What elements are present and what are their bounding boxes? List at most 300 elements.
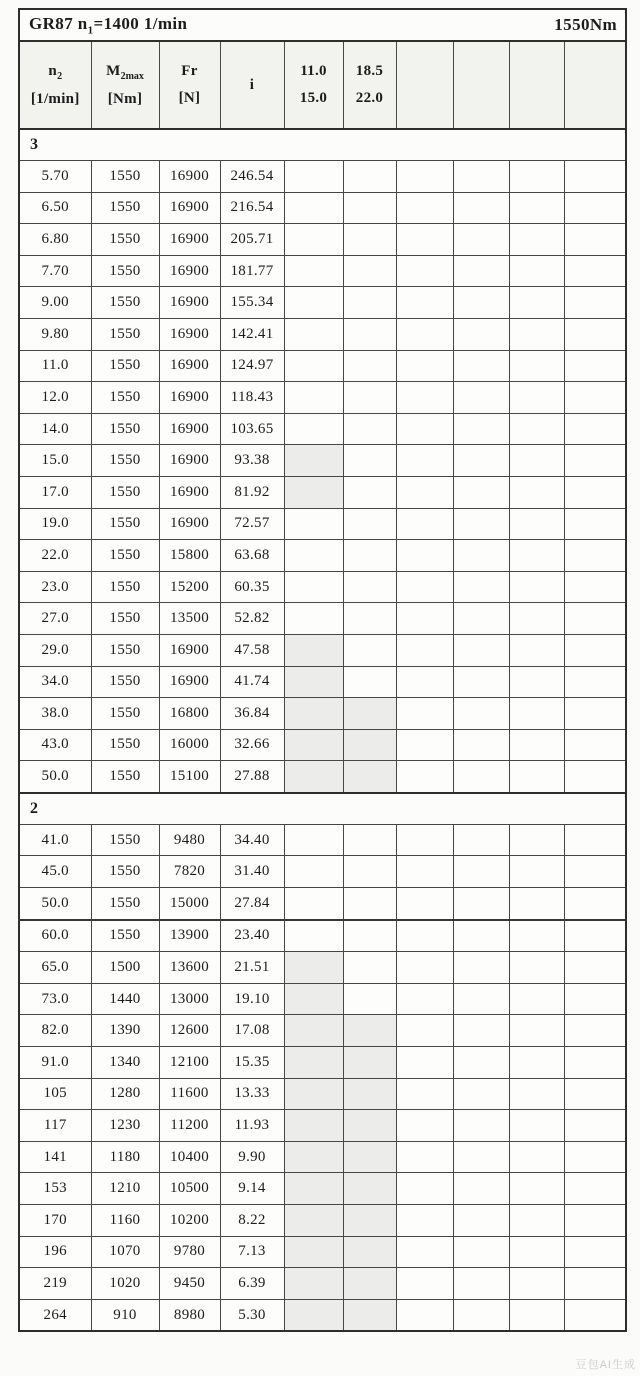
power-cell (509, 888, 564, 920)
table-row (19, 224, 626, 256)
n2-cell: 11.0 (19, 350, 91, 382)
power-cell (509, 571, 564, 603)
power-cell (343, 1078, 396, 1110)
table-row (19, 1015, 626, 1047)
power-cell (396, 952, 453, 984)
power-cell (453, 1299, 509, 1331)
table-row (19, 666, 626, 698)
power-cell (453, 1173, 509, 1205)
section-label: 2 (19, 793, 626, 825)
power-cell (284, 350, 343, 382)
table-row (19, 350, 626, 382)
power-cell (564, 1236, 626, 1268)
power-cell (453, 1078, 509, 1110)
power-cell (564, 382, 626, 414)
m2max-cell: 1550 (91, 603, 159, 635)
power-cell (564, 224, 626, 256)
n2-cell: 6.80 (19, 224, 91, 256)
power-cell (509, 161, 564, 193)
power-cell (343, 1110, 396, 1142)
section-header-row (19, 129, 626, 161)
section-header-row (19, 793, 626, 825)
power-cell (284, 761, 343, 793)
power-cell (453, 983, 509, 1015)
power-cell (396, 1236, 453, 1268)
fr-cell: 16900 (159, 255, 220, 287)
power-cell (396, 1268, 453, 1300)
table-row (19, 698, 626, 730)
power-cell (343, 192, 396, 224)
power-cell (564, 255, 626, 287)
fr-cell: 16800 (159, 698, 220, 730)
n2-cell: 60.0 (19, 920, 91, 952)
m2max-cell: 1550 (91, 318, 159, 350)
power-cell (453, 920, 509, 952)
n2-cell: 73.0 (19, 983, 91, 1015)
col-header-n2: $n_2$ [1/min] (19, 41, 91, 129)
page-title: GR87 $n_1=1400$ 1/min (29, 13, 188, 37)
power-cell (396, 761, 453, 793)
power-cell (509, 192, 564, 224)
n2-cell: 141 (19, 1141, 91, 1173)
ratio-cell: 36.84 (220, 698, 284, 730)
power-cell (453, 287, 509, 319)
power-cell (509, 634, 564, 666)
power-cell (453, 824, 509, 856)
table-row (19, 761, 626, 793)
power-cell (509, 1078, 564, 1110)
power-cell (343, 255, 396, 287)
n2-cell: 170 (19, 1205, 91, 1237)
ratio-cell: 181.77 (220, 255, 284, 287)
power-cell (284, 603, 343, 635)
fr-cell: 9780 (159, 1236, 220, 1268)
ratio-cell: 27.84 (220, 888, 284, 920)
ratio-cell: 246.54 (220, 161, 284, 193)
power-cell (509, 1205, 564, 1237)
table-row (19, 318, 626, 350)
table-row (19, 920, 626, 952)
power-cell (343, 350, 396, 382)
n2-cell: 117 (19, 1110, 91, 1142)
n2-cell: 50.0 (19, 888, 91, 920)
power-cell (284, 445, 343, 477)
m2max-cell: 1020 (91, 1268, 159, 1300)
fr-cell: 11200 (159, 1110, 220, 1142)
power-cell (564, 698, 626, 730)
fr-cell: 10500 (159, 1173, 220, 1205)
col-header-fr: Fr [N] (159, 41, 220, 129)
power-cell (396, 856, 453, 888)
power-cell (396, 382, 453, 414)
m2max-cell: 1550 (91, 161, 159, 193)
power-cell (343, 603, 396, 635)
power-cell (343, 888, 396, 920)
fr-cell: 16900 (159, 287, 220, 319)
power-cell (284, 952, 343, 984)
power-cell (284, 508, 343, 540)
m2max-cell: 1210 (91, 1173, 159, 1205)
fr-cell: 16900 (159, 634, 220, 666)
power-cell (453, 255, 509, 287)
power-cell (453, 603, 509, 635)
power-cell (343, 540, 396, 572)
fr-cell: 7820 (159, 856, 220, 888)
m2max-cell: 1550 (91, 192, 159, 224)
power-cell (453, 1236, 509, 1268)
datasheet-page (18, 8, 627, 1332)
power-cell (396, 1078, 453, 1110)
power-cell (396, 192, 453, 224)
m2max-cell: 1550 (91, 856, 159, 888)
table-row (19, 888, 626, 920)
power-cell (453, 540, 509, 572)
power-cell (343, 382, 396, 414)
power-cell (284, 1141, 343, 1173)
col-header-ratio: i (220, 41, 284, 129)
power-cell (564, 1047, 626, 1079)
power-cell (509, 318, 564, 350)
power-cell (509, 413, 564, 445)
power-cell (343, 1047, 396, 1079)
power-cell (284, 287, 343, 319)
m2max-cell: 1550 (91, 698, 159, 730)
power-cell (509, 350, 564, 382)
n2-cell: 219 (19, 1268, 91, 1300)
power-cell (284, 1268, 343, 1300)
col-header-empty-4 (564, 41, 626, 129)
power-cell (396, 508, 453, 540)
m2max-cell: 1230 (91, 1110, 159, 1142)
n2-cell: 9.00 (19, 287, 91, 319)
n2-cell: 38.0 (19, 698, 91, 730)
ratio-cell: 60.35 (220, 571, 284, 603)
table-row (19, 571, 626, 603)
ratio-cell: 81.92 (220, 476, 284, 508)
m2max-cell: 1550 (91, 540, 159, 572)
power-cell (564, 856, 626, 888)
table-row (19, 1205, 626, 1237)
n2-cell: 14.0 (19, 413, 91, 445)
power-cell (284, 920, 343, 952)
n2-cell: 82.0 (19, 1015, 91, 1047)
ratio-cell: 6.39 (220, 1268, 284, 1300)
fr-cell: 16900 (159, 666, 220, 698)
fr-cell: 16900 (159, 161, 220, 193)
table-row (19, 255, 626, 287)
power-cell (509, 729, 564, 761)
n2-cell: 153 (19, 1173, 91, 1205)
power-cell (284, 1205, 343, 1237)
power-cell (564, 920, 626, 952)
table-row (19, 1236, 626, 1268)
power-cell (343, 666, 396, 698)
m2max-cell: 1550 (91, 634, 159, 666)
power-cell (564, 445, 626, 477)
power-cell (564, 888, 626, 920)
ratio-cell: 11.93 (220, 1110, 284, 1142)
power-cell (453, 952, 509, 984)
fr-cell: 13600 (159, 952, 220, 984)
power-cell (396, 920, 453, 952)
m2max-cell: 1390 (91, 1015, 159, 1047)
power-cell (343, 983, 396, 1015)
fr-cell: 12600 (159, 1015, 220, 1047)
power-cell (453, 1015, 509, 1047)
power-cell (284, 1078, 343, 1110)
power-cell (284, 413, 343, 445)
power-cell (284, 1047, 343, 1079)
fr-cell: 16900 (159, 350, 220, 382)
table-row (19, 824, 626, 856)
n2-cell: 29.0 (19, 634, 91, 666)
ratio-cell: 9.90 (220, 1141, 284, 1173)
ratio-cell: 23.40 (220, 920, 284, 952)
m2max-cell: 1550 (91, 824, 159, 856)
table-row (19, 1268, 626, 1300)
power-cell (396, 729, 453, 761)
fr-cell: 15100 (159, 761, 220, 793)
power-cell (396, 1205, 453, 1237)
power-cell (453, 413, 509, 445)
power-cell (284, 698, 343, 730)
col-header-power-2: 18.5 22.0 (343, 41, 396, 129)
m2max-cell: 1070 (91, 1236, 159, 1268)
power-cell (343, 698, 396, 730)
gear-spec-table (18, 8, 627, 1332)
table-body (19, 129, 626, 1331)
power-cell (564, 413, 626, 445)
power-cell (284, 255, 343, 287)
table-row (19, 161, 626, 193)
power-cell (564, 1299, 626, 1331)
table-row (19, 287, 626, 319)
power-cell (453, 1205, 509, 1237)
m2max-cell: 1550 (91, 255, 159, 287)
ratio-cell: 19.10 (220, 983, 284, 1015)
power-cell (396, 224, 453, 256)
table-row (19, 1141, 626, 1173)
m2max-cell: 1550 (91, 508, 159, 540)
power-cell (453, 224, 509, 256)
fr-cell: 16000 (159, 729, 220, 761)
power-cell (343, 1299, 396, 1331)
power-cell (453, 476, 509, 508)
power-cell (564, 476, 626, 508)
power-cell (343, 1141, 396, 1173)
power-cell (396, 1110, 453, 1142)
n2-cell: 43.0 (19, 729, 91, 761)
power-cell (564, 603, 626, 635)
power-cell (343, 161, 396, 193)
fr-cell: 16900 (159, 318, 220, 350)
m2max-cell: 1550 (91, 729, 159, 761)
fr-cell: 13900 (159, 920, 220, 952)
m2max-cell: 1180 (91, 1141, 159, 1173)
power-cell (396, 603, 453, 635)
power-cell (564, 1268, 626, 1300)
m2max-cell: 1550 (91, 888, 159, 920)
power-cell (453, 1110, 509, 1142)
power-cell (509, 540, 564, 572)
m2max-cell: 910 (91, 1299, 159, 1331)
power-cell (284, 983, 343, 1015)
power-cell (453, 761, 509, 793)
power-cell (509, 224, 564, 256)
m2max-cell: 1500 (91, 952, 159, 984)
power-cell (509, 1141, 564, 1173)
m2max-cell: 1550 (91, 666, 159, 698)
fr-cell: 16900 (159, 192, 220, 224)
n2-cell: 5.70 (19, 161, 91, 193)
power-cell (564, 161, 626, 193)
power-cell (509, 666, 564, 698)
ratio-cell: 47.58 (220, 634, 284, 666)
m2max-cell: 1550 (91, 476, 159, 508)
fr-cell: 8980 (159, 1299, 220, 1331)
power-cell (284, 476, 343, 508)
power-cell (564, 1015, 626, 1047)
n2-cell: 50.0 (19, 761, 91, 793)
power-cell (343, 729, 396, 761)
ratio-cell: 17.08 (220, 1015, 284, 1047)
power-cell (453, 729, 509, 761)
power-cell (509, 1173, 564, 1205)
power-cell (396, 1047, 453, 1079)
power-cell (453, 192, 509, 224)
n2-cell: 264 (19, 1299, 91, 1331)
table-row (19, 1078, 626, 1110)
power-cell (453, 445, 509, 477)
n2-cell: 45.0 (19, 856, 91, 888)
ratio-cell: 21.51 (220, 952, 284, 984)
power-cell (453, 350, 509, 382)
power-cell (564, 824, 626, 856)
power-cell (343, 1173, 396, 1205)
power-cell (284, 382, 343, 414)
power-cell (396, 476, 453, 508)
power-cell (564, 1110, 626, 1142)
power-cell (284, 161, 343, 193)
ratio-cell: 9.14 (220, 1173, 284, 1205)
n2-cell: 41.0 (19, 824, 91, 856)
power-cell (343, 952, 396, 984)
power-cell (509, 1236, 564, 1268)
power-cell (564, 318, 626, 350)
power-cell (509, 1268, 564, 1300)
section-label: 3 (19, 129, 626, 161)
power-cell (343, 287, 396, 319)
power-cell (284, 824, 343, 856)
power-cell (453, 508, 509, 540)
power-cell (509, 920, 564, 952)
power-cell (284, 888, 343, 920)
table-row (19, 1047, 626, 1079)
ratio-cell: 155.34 (220, 287, 284, 319)
power-cell (343, 1236, 396, 1268)
power-cell (396, 540, 453, 572)
col-header-empty-3 (509, 41, 564, 129)
fr-cell: 9450 (159, 1268, 220, 1300)
ratio-cell: 31.40 (220, 856, 284, 888)
ratio-cell: 5.30 (220, 1299, 284, 1331)
power-cell (284, 540, 343, 572)
power-cell (284, 856, 343, 888)
fr-cell: 9480 (159, 824, 220, 856)
fr-cell: 15000 (159, 888, 220, 920)
fr-cell: 16900 (159, 413, 220, 445)
power-cell (564, 571, 626, 603)
n2-cell: 15.0 (19, 445, 91, 477)
table-row (19, 540, 626, 572)
fr-cell: 11600 (159, 1078, 220, 1110)
ratio-cell: 8.22 (220, 1205, 284, 1237)
power-cell (453, 1268, 509, 1300)
fr-cell: 16900 (159, 445, 220, 477)
power-cell (396, 255, 453, 287)
power-cell (396, 445, 453, 477)
ratio-cell: 15.35 (220, 1047, 284, 1079)
power-cell (343, 761, 396, 793)
power-cell (509, 445, 564, 477)
power-cell (343, 571, 396, 603)
power-cell (396, 698, 453, 730)
power-cell (453, 856, 509, 888)
power-cell (453, 666, 509, 698)
n2-cell: 9.80 (19, 318, 91, 350)
power-cell (509, 1047, 564, 1079)
ratio-cell: 72.57 (220, 508, 284, 540)
m2max-cell: 1550 (91, 224, 159, 256)
fr-cell: 15200 (159, 571, 220, 603)
power-cell (453, 1047, 509, 1079)
table-row (19, 983, 626, 1015)
n2-cell: 105 (19, 1078, 91, 1110)
ratio-cell: 63.68 (220, 540, 284, 572)
table-row (19, 634, 626, 666)
m2max-cell: 1340 (91, 1047, 159, 1079)
power-cell (564, 729, 626, 761)
power-cell (453, 161, 509, 193)
table-row (19, 952, 626, 984)
power-cell (396, 888, 453, 920)
n2-cell: 22.0 (19, 540, 91, 572)
ratio-cell: 41.74 (220, 666, 284, 698)
m2max-cell: 1160 (91, 1205, 159, 1237)
power-cell (343, 1015, 396, 1047)
ratio-cell: 205.71 (220, 224, 284, 256)
n2-cell: 7.70 (19, 255, 91, 287)
power-cell (509, 824, 564, 856)
power-cell (564, 192, 626, 224)
power-cell (509, 287, 564, 319)
power-cell (453, 318, 509, 350)
power-cell (396, 824, 453, 856)
power-cell (564, 1205, 626, 1237)
m2max-cell: 1550 (91, 382, 159, 414)
power-cell (564, 508, 626, 540)
power-cell (453, 888, 509, 920)
n2-cell: 196 (19, 1236, 91, 1268)
table-row (19, 1110, 626, 1142)
power-cell (509, 476, 564, 508)
n2-cell: 27.0 (19, 603, 91, 635)
power-cell (343, 1205, 396, 1237)
fr-cell: 16900 (159, 382, 220, 414)
power-cell (343, 634, 396, 666)
ratio-cell: 103.65 (220, 413, 284, 445)
power-cell (509, 382, 564, 414)
